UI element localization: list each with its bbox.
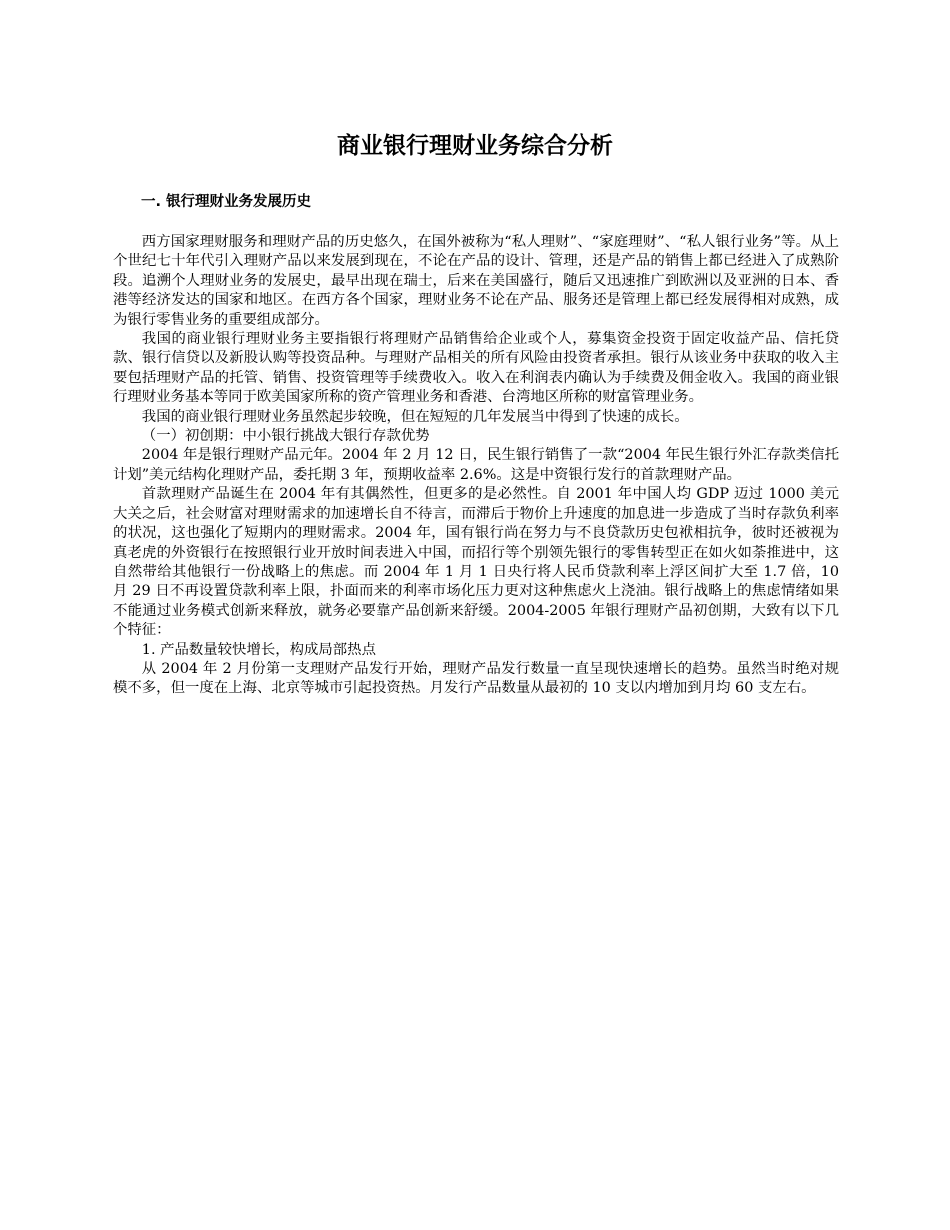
paragraph-western-history: 西方国家理财服务和理财产品的历史悠久，在国外被称为“私人理财”、“家庭理财”、“私人银行业务”等。从上个世纪七十年代引入理财产品以来发展到现在，不论在产品的设计、管理，还是产品的销售上都已经进入了成熟阶段。追溯个人理财业务的发展史，最早出现在瑞士，后来在美国盛行，随后又迅速推广到欧洲以及亚洲的日本、香港等经济发达的国家和地区。在西方各个国家，理财业务不论在产品、服务还是管理上都已经发展得相对成熟，成为银行零售业务的重要组成部分。 (113, 234, 839, 328)
list-item-feature-1: 1. 产品数量较快增长，构成局部热点 (141, 641, 376, 658)
section-heading: 一. 银行理财业务发展历史 (141, 194, 312, 210)
document-body (113, 233, 839, 699)
paragraph-first-product: 2004 年是银行理财产品元年。2004 年 2 月 12 日，民生银行销售了一款“2004 年民生银行外汇存款类信托计划”美元结构化理财产品，委托期 3 年，预期收益率 2.6%。这是中资银行发行的首款理财产品。 (113, 447, 839, 483)
paragraph-inevitability: 首款理财产品诞生在 2004 年有其偶然性，但更多的是必然性。自 2001 年中国人均 GDP 迈过 1000 美元大关之后，社会财富对理财需求的加速增长自不待言，而滞后于物价上升速度的加息进一步造成了当时存款负利率的状况，这也强化了短期内的理财需求。2004 年，国有银行尚在努力与不良贷款历史包袱相抗争，彼时还被视为真老虎的外资银行在按照银行业开放时间表进入中国，而招行等个别领先银行的零售转型正在如火如荼推进中，这自然带给其他银行一份战略上的焦虑。而 2004 年 1 月 1 日央行将人民币贷款利率上浮区间扩大至 1.7 倍，10 月 29 日不再设置贷款利率上限，扑面而来的利率市场化压力更对这种焦虑火上浇油。银行战略上的焦虑情绪如果不能通过业务模式创新来释放，就务必要靠产品创新来舒缓。2004-2005 年银行理财产品初创期，大致有以下几个特征： (113, 486, 839, 639)
paragraph-rapid-growth: 我国的商业银行理财业务虽然起步较晚，但在短短的几年发展当中得到了快速的成长。 (141, 408, 689, 425)
paragraph-issuance-growth: 从 2004 年 2 月份第一支理财产品发行开始，理财产品发行数量一直呈现快速增长的趋势。虽然当时绝对规模不多，但一度在上海、北京等城市引起投资热。月发行产品数量从最初的 10 支以内增加到月均 60 支左右。 (113, 660, 839, 697)
paragraph-domestic-definition: 我国的商业银行理财业务主要指银行将理财产品销售给企业或个人，募集资金投资于固定收益产品、信托贷款、银行信贷以及新股认购等投资品种。与理财产品相关的所有风险由投资者承担。银行从该业务中获取的收入主要包括理财产品的托管、销售、投资管理等手续费收入。收入在利润表内确认为手续费及佣金收入。我国的商业银行理财业务基本等同于欧美国家所称的资产管理业务和香港、台湾地区所称的财富管理业务。 (113, 331, 839, 406)
document-title: 商业银行理财业务综合分析 (337, 133, 613, 159)
subheading-initial-stage: （一）初创期：中小银行挑战大银行存款优势 (141, 428, 430, 445)
